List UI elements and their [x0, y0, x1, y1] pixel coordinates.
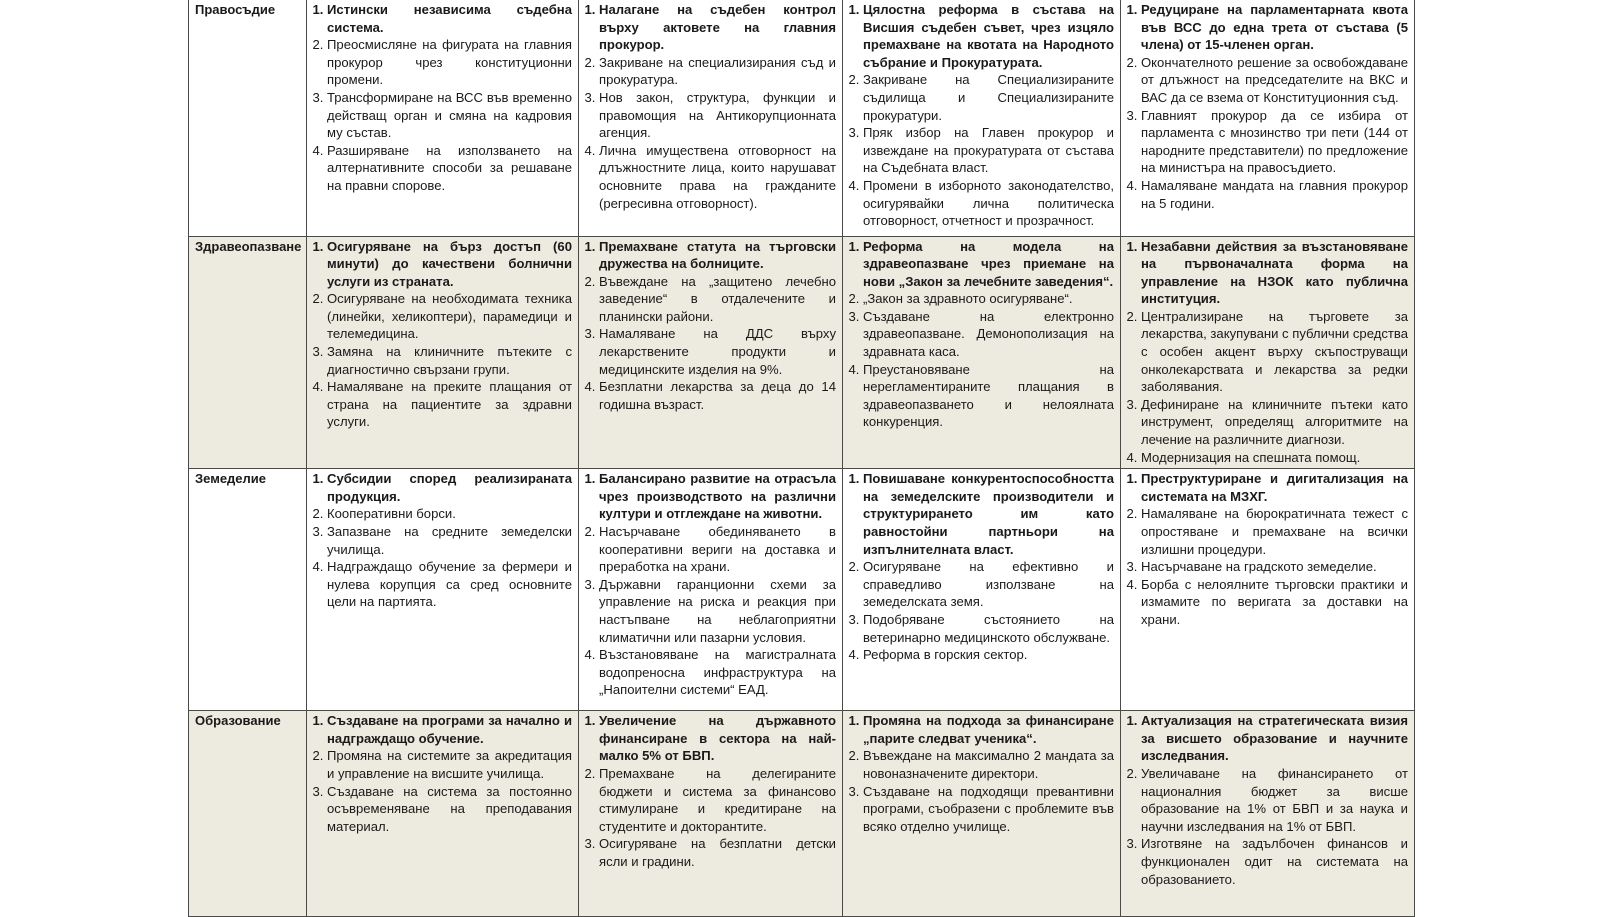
proposal-cell — [1121, 711, 1415, 917]
proposal-list — [1127, 1, 1408, 212]
proposal-item: 1. Повишаване конкурентоспособността на земеделските производители и структурирането им като равностойни партньори на изпълнителната власт. — [863, 470, 1114, 558]
proposal-item: 3. Запазване на средните земеделски училища. — [327, 523, 572, 558]
proposal-list — [849, 238, 1114, 432]
proposal-item: 1. Незабавни действия за възстановяване на първоначалната форма на управление на НЗОК като публична институция. — [1141, 238, 1408, 308]
sector-name: Образование — [189, 711, 307, 917]
proposal-item: 3. Изготвяне на задълбочен финансов и функционален одит на системата на образованието. — [1141, 835, 1408, 888]
proposal-item: 3. Създаване на електронно здравеопазване. Демонополизация на здравната каса. — [863, 308, 1114, 361]
proposal-item: 1. Осигуряване на бърз достъп (60 минути) до качествени болнични услуги из страната. — [327, 238, 572, 291]
proposal-item: 3. Насърчаване на градското земеделие. — [1141, 558, 1408, 576]
proposal-item: 1. Налагане на съдебен контрол върху актовете на главния прокурор. — [599, 1, 836, 54]
proposal-cell — [307, 0, 579, 236]
proposal-item: 3. Създаване на система за постоянно осъвременяване на преподавания материал. — [327, 783, 572, 836]
proposal-item: 1. Цялостна реформа в състава на Висшия съдебен съвет, чрез изцяло премахване на квотата на Народното събрание и Прокуратурата. — [863, 1, 1114, 71]
proposal-item: 2. Увеличаване на финансирането от националния бюджет за висше образование на 1% от БВП и за наука и научни изследвания на 1% от БВП. — [1141, 765, 1408, 835]
proposal-item: 3. Пряк избор на Главен прокурор и извеждане на прокуратурата от състава на Съдебната власт. — [863, 124, 1114, 177]
proposal-item: 2. Закриване на специализирания съд и прокуратура. — [599, 54, 836, 89]
proposal-item: 2. Премахване на делегираните бюджети и система за финансово стимулиране и кредитиране на студентите и докторантите. — [599, 765, 836, 835]
proposal-item: 2. Окончателното решение за освобождаване от длъжност на председателите на ВКС и ВАС да се взема от Конституционния съд. — [1141, 54, 1408, 107]
proposal-item: 4. Разширяване на използването на алтернативните способи за решаване на правни спорове. — [327, 142, 572, 195]
sector-name: Правосъдие — [189, 0, 307, 236]
table-row — [189, 469, 1415, 711]
proposal-item: 1. Създаване на програми за начално и надграждащо обучение. — [327, 712, 572, 747]
proposal-item: 1. Субсидии според реализираната продукция. — [327, 470, 572, 505]
sector-name: Земеделие — [189, 469, 307, 711]
proposal-item: 1. Редуциране на парламентарната квота във ВСС до една трета от състава (5 члена) от 15-членен орган. — [1141, 1, 1408, 54]
proposal-list — [849, 712, 1114, 835]
proposal-item: 4. Преустановяване на нерегламентираните плащания в здравеопазването и нелоялната конкуренция. — [863, 361, 1114, 431]
proposal-item: 1. Премахване статута на търговски дружества на болниците. — [599, 238, 836, 273]
proposal-item: 4. Намаляване на преките плащания от страна на пациентите за здравни услуги. — [327, 378, 572, 431]
proposal-item: 3. Замяна на клиничните пътеките с диагностично свързани групи. — [327, 343, 572, 378]
proposal-cell — [1121, 0, 1415, 236]
proposal-cell — [579, 711, 843, 917]
proposal-item: 2. Насърчаване обединяването в кооперативни вериги на доставка и преработка на храни. — [599, 523, 836, 576]
proposal-list — [849, 1, 1114, 230]
proposal-item: 2. Въвеждане на „защитено лечебно заведение“ в отдалечените и планински райони. — [599, 273, 836, 326]
proposal-item: 3. Дефиниране на клиничните пътеки като инструмент, определящ алгоритмите на лечение на различните диагнози. — [1141, 396, 1408, 449]
proposal-item: 2. Преосмисляне на фигурата на главния прокурор чрез конституционни промени. — [327, 36, 572, 89]
proposal-item: 4. Промени в изборното законодателство, осигурявайки лична политическа отговорност, отчетност и прозрачност. — [863, 177, 1114, 230]
proposal-list — [585, 1, 836, 212]
proposal-cell — [843, 469, 1121, 711]
proposal-cell — [579, 236, 843, 469]
proposal-item: 1. Истински независима съдебна система. — [327, 1, 572, 36]
proposal-item: 3. Главният прокурор да се избира от парламента с мнозинство три пети (144 от народните представители) по предложение на министъра на правосъдието. — [1141, 107, 1408, 177]
proposal-cell — [307, 236, 579, 469]
proposal-item: 3. Трансформиране на ВСС във временно действащ орган и смяна на кадровия му състав. — [327, 89, 572, 142]
sector-name: Здравеопазване — [189, 236, 307, 469]
proposal-item: 3. Държавни гаранционни схеми за управление на риска и реакция при настъпване на неблагоприятни климатични или пазарни условия. — [599, 576, 836, 646]
proposal-item: 3. Създаване на подходящи превантивни програми, съобразени с проблемите във всяко отделно училище. — [863, 783, 1114, 836]
policy-comparison-table — [188, 0, 1415, 917]
proposal-item: 4. Реформа в горския сектор. — [863, 646, 1114, 664]
proposal-cell — [843, 711, 1121, 917]
proposal-item: 1. Балансирано развитие на отрасъла чрез производството на различни култури и отглеждане на животни. — [599, 470, 836, 523]
proposal-list — [585, 712, 836, 870]
proposal-item: 2. Кооперативни борси. — [327, 505, 572, 523]
table-body — [189, 0, 1415, 917]
proposal-item: 3. Намаляване на ДДС върху лекарствените продукти и медицинските изделия на 9%. — [599, 325, 836, 378]
proposal-cell — [307, 469, 579, 711]
proposal-item: 2. Въвеждане на максимално 2 мандата за новоназначените директори. — [863, 747, 1114, 782]
proposal-item: 2. Централизиране на търговете за лекарства, закупувани с публични средства с особен акцент върху скъпоструващи онколекарствата и лекарства за редки заболявания. — [1141, 308, 1408, 396]
proposal-list — [313, 238, 572, 432]
proposal-cell — [1121, 236, 1415, 469]
table-row — [189, 236, 1415, 469]
proposal-item: 2. Закриване на Специализираните съдилища и Специализираните прокуратури. — [863, 71, 1114, 124]
proposal-item: 2. Намаляване на бюрократичната тежест с опростяване и премахване на всички излишни процедури. — [1141, 505, 1408, 558]
proposal-list — [1127, 712, 1408, 888]
proposal-item: 1. Реформа на модела на здравеопазване чрез приемане на нови „Закон за лечебните заведения“. — [863, 238, 1114, 291]
proposal-item: 4. Надграждащо обучение за фермери и нулева корупция са сред основните цели на партията. — [327, 558, 572, 611]
proposal-item: 4. Безплатни лекарства за деца до 14 годишна възраст. — [599, 378, 836, 413]
proposal-item: 2. Осигуряване на ефективно и справедливо използване на земеделската земя. — [863, 558, 1114, 611]
proposal-item: 4. Лична имуществена отговорност на длъжностните лица, които нарушават основните права на гражданите (регресивна отговорност). — [599, 142, 836, 212]
proposal-list — [849, 470, 1114, 664]
proposal-list — [1127, 238, 1408, 467]
proposal-item: 3. Осигуряване на безплатни детски ясли и градини. — [599, 835, 836, 870]
proposal-list — [313, 470, 572, 611]
proposal-item: 3. Подобряване състоянието на ветеринарно медицинското обслужване. — [863, 611, 1114, 646]
proposal-cell — [579, 0, 843, 236]
table-row — [189, 711, 1415, 917]
proposal-cell — [1121, 469, 1415, 711]
proposal-item: 4. Намаляване мандата на главния прокурор на 5 години. — [1141, 177, 1408, 212]
proposal-list — [313, 1, 572, 195]
proposal-list — [1127, 470, 1408, 628]
proposal-item: 1. Увеличение на държавното финансиране в сектора на най-малко 5% от БВП. — [599, 712, 836, 765]
proposal-cell — [843, 236, 1121, 469]
proposal-cell — [579, 469, 843, 711]
proposal-item: 2. Промяна на системите за акредитация и управление на висшите училища. — [327, 747, 572, 782]
proposal-list — [313, 712, 572, 835]
proposal-list — [585, 238, 836, 414]
table-row — [189, 0, 1415, 236]
proposal-cell — [843, 0, 1121, 236]
proposal-item: 3. Нов закон, структура, функции и правомощия на Антикорупционната агенция. — [599, 89, 836, 142]
proposal-item: 4. Възстановяване на магистралната водопреносна инфраструктура на „Напоителни системи“ ЕАД. — [599, 646, 836, 699]
proposal-item: 4. Борба с нелоялните търговски практики и измамите по веригата за доставки на храни. — [1141, 576, 1408, 629]
proposal-item: 2. „Закон за здравното осигуряване“. — [863, 290, 1114, 308]
proposal-cell — [307, 711, 579, 917]
proposal-item: 1. Промяна на подхода за финансиране „парите следват ученика“. — [863, 712, 1114, 747]
proposal-item: 4. Модернизация на спешната помощ. — [1141, 449, 1408, 467]
proposal-item: 1. Актуализация на стратегическата визия за висшето образование и научните изследвания. — [1141, 712, 1408, 765]
proposal-item: 1. Преструктуриране и дигитализация на системата на МЗХГ. — [1141, 470, 1408, 505]
proposal-item: 2. Осигуряване на необходимата техника (линейки, хеликоптери), парамедици и телемедицина. — [327, 290, 572, 343]
proposal-list — [585, 470, 836, 699]
